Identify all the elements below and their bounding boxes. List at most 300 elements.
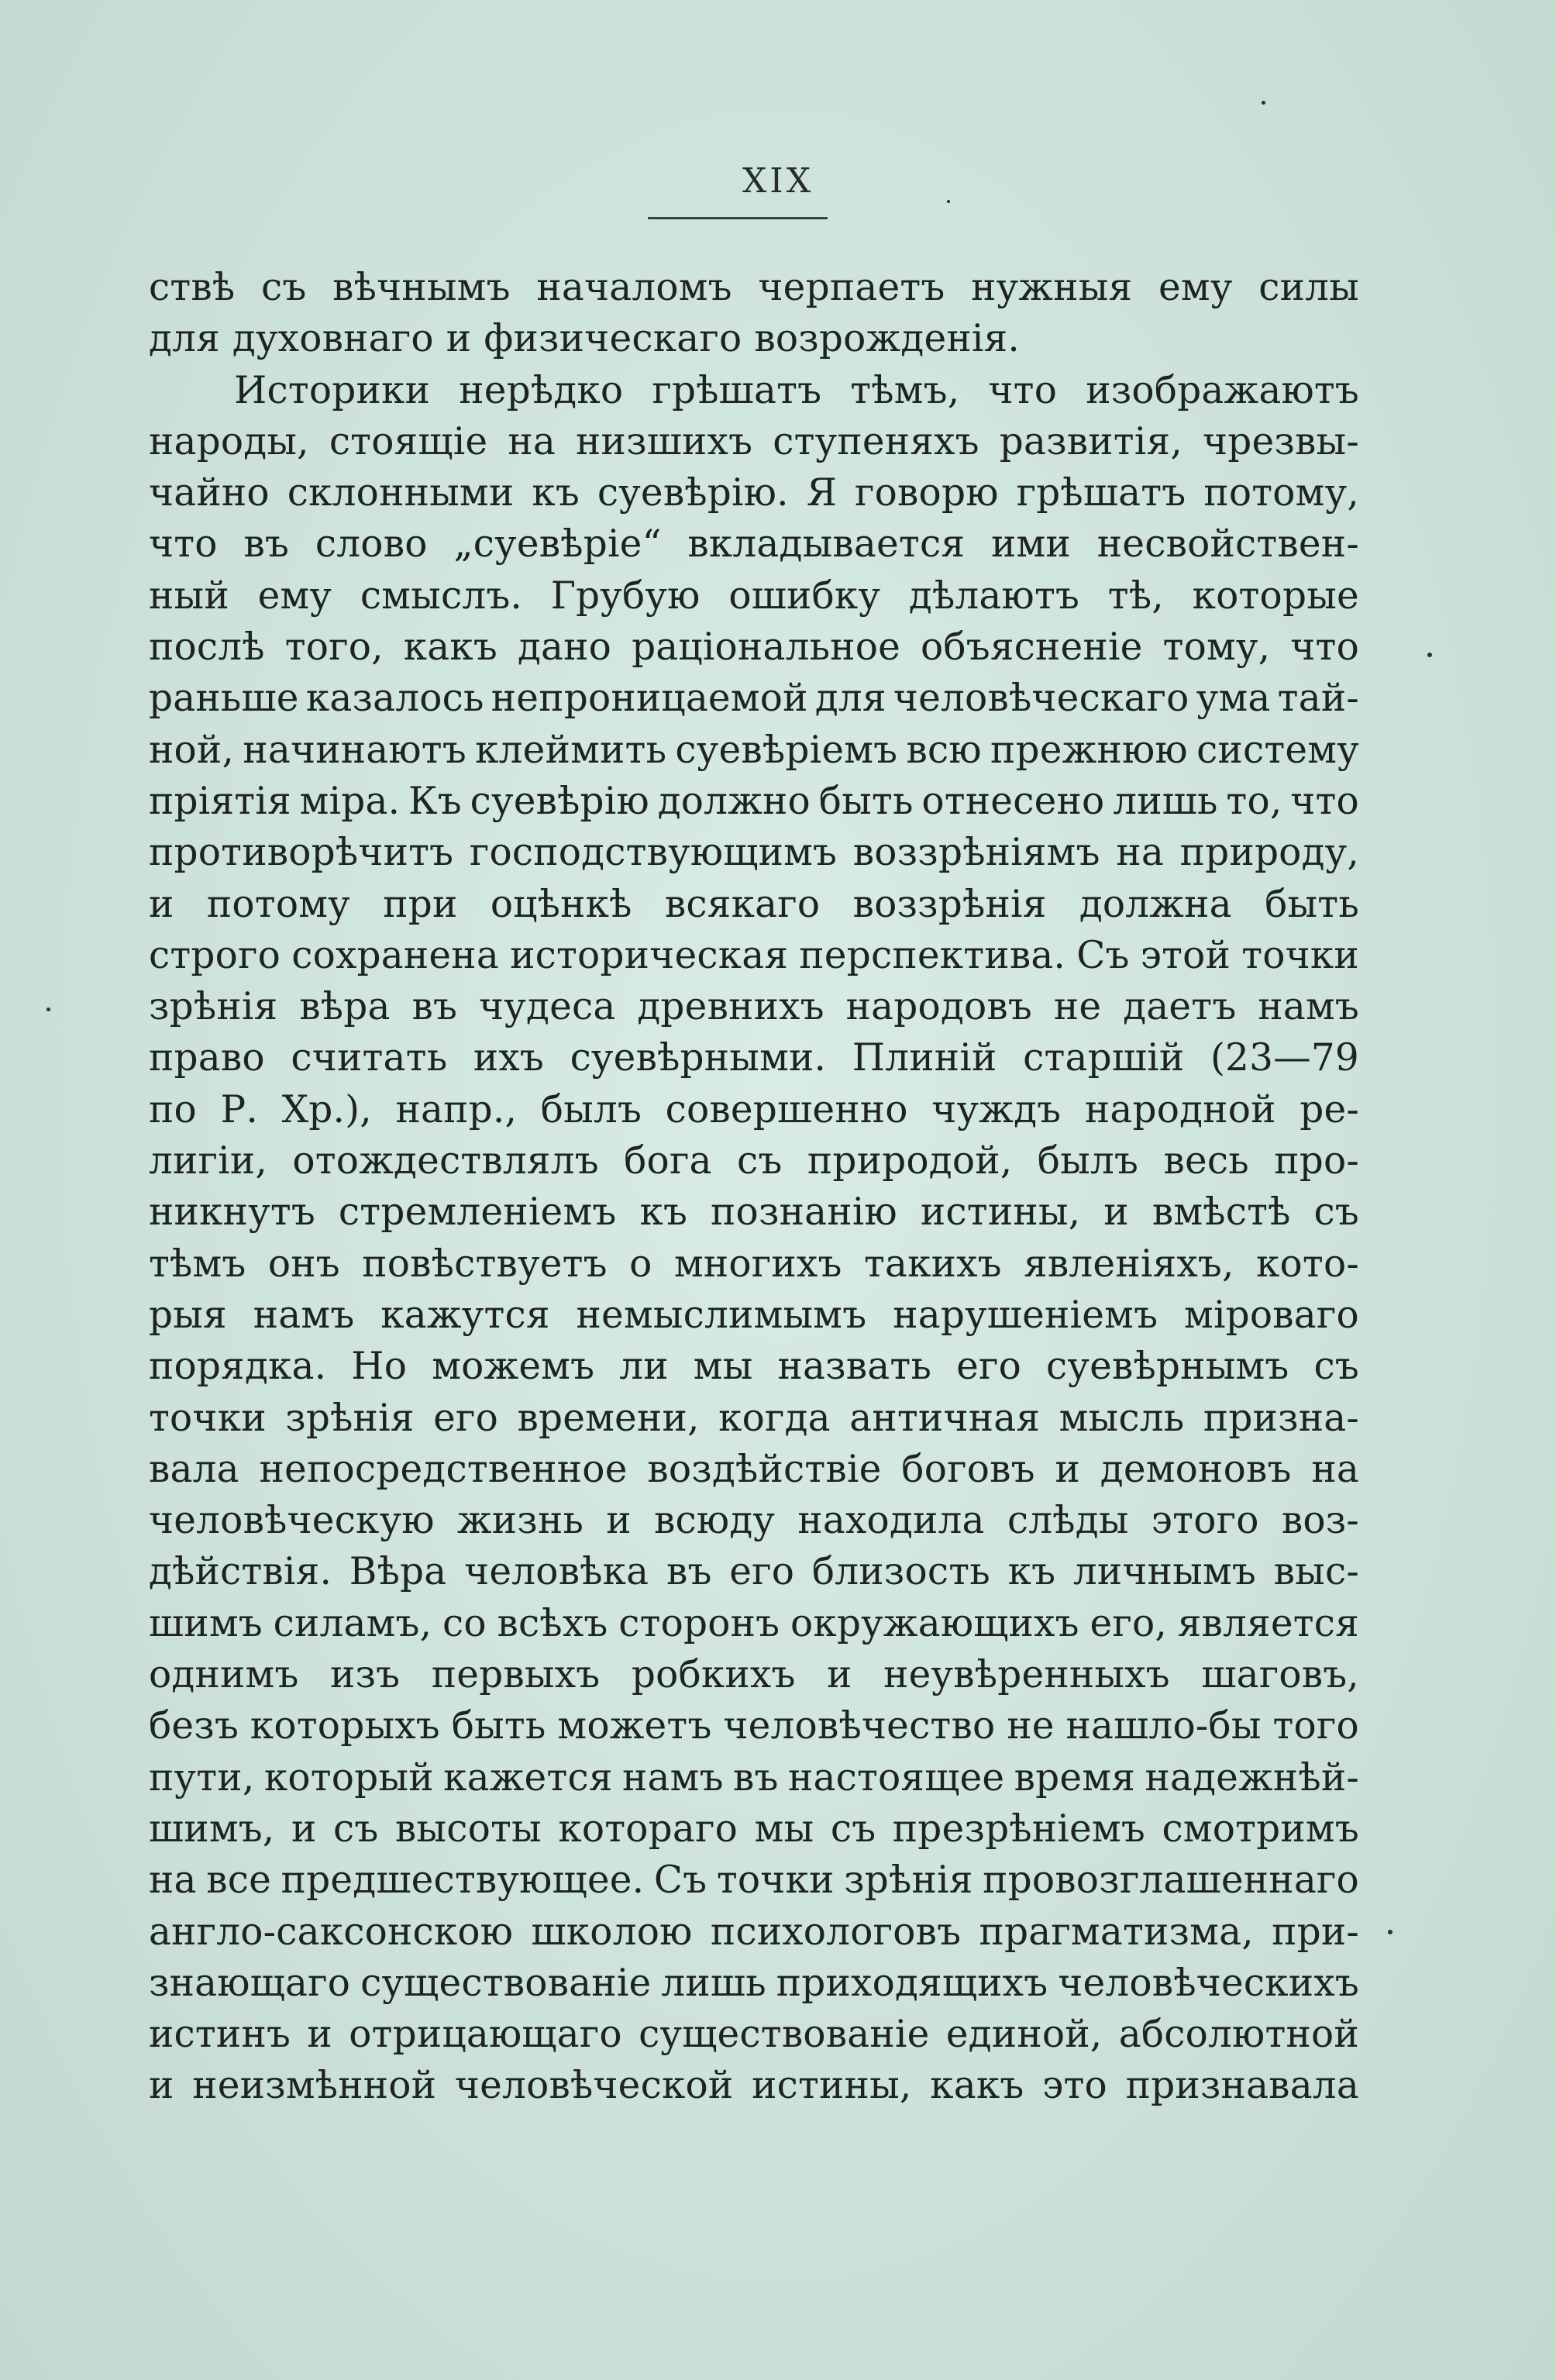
word: слѣды: [1007, 1499, 1129, 1543]
word: намъ: [622, 1755, 724, 1800]
word: личнымъ: [1072, 1550, 1256, 1594]
text-line: [149, 570, 1359, 622]
word: Къ: [408, 779, 462, 823]
word: психологовъ: [710, 1910, 962, 1954]
word: школою: [531, 1910, 693, 1954]
paper-speck: [1262, 101, 1265, 105]
word: отрицающаго: [349, 2013, 622, 2057]
word: въ: [411, 985, 458, 1029]
word: ихъ: [473, 1036, 544, 1080]
word: лишь: [1113, 779, 1218, 823]
text-line: [149, 2060, 1359, 2111]
word: склонными: [287, 471, 515, 515]
word: неувѣренныхъ: [883, 1653, 1170, 1697]
word: грѣшатъ: [652, 368, 822, 412]
word: объясненіе: [921, 625, 1143, 670]
word: со: [442, 1601, 487, 1645]
word: существованіе: [639, 2013, 930, 2057]
word: такихъ: [863, 1242, 1002, 1286]
text-line: [149, 467, 1359, 518]
word: на: [508, 419, 556, 463]
text-line: [149, 622, 1359, 673]
word: сторонъ: [618, 1601, 780, 1645]
word: что: [988, 368, 1058, 412]
word: демоновъ: [1100, 1447, 1292, 1491]
text-line: [149, 1393, 1359, 1444]
word: повѣствуетъ: [362, 1242, 608, 1286]
word: Р.: [220, 1087, 258, 1131]
word: слово: [315, 522, 428, 567]
word: неизмѣнной: [192, 2064, 437, 2108]
word: зрѣнія: [844, 1858, 973, 1903]
word: по: [149, 1087, 197, 1131]
word: истины,: [752, 2064, 912, 2108]
word: мы: [754, 1807, 814, 1851]
word: котораго: [558, 1807, 738, 1851]
word: боговъ: [901, 1447, 1035, 1491]
word: зрѣнія: [285, 1396, 415, 1440]
text-line: [149, 1598, 1359, 1649]
word: того: [1272, 1704, 1359, 1748]
text-line: [149, 827, 1359, 878]
word: ступеняхъ: [773, 419, 979, 463]
word: потому: [206, 882, 350, 926]
word: быть: [451, 1704, 546, 1748]
word: ума: [1196, 677, 1271, 721]
word: существованіе: [360, 1961, 652, 2005]
word: онъ: [267, 1242, 340, 1286]
text-line: [149, 981, 1359, 1032]
word: народы,: [149, 419, 309, 463]
word: лишь: [661, 1961, 766, 2005]
word: суевѣрію: [470, 779, 649, 823]
word: физическаго: [484, 317, 742, 361]
word: чайно: [149, 471, 270, 515]
word: надежнѣй-: [1145, 1755, 1359, 1800]
page-number-rule: [648, 217, 828, 219]
word: при: [383, 882, 458, 926]
word: что: [1290, 625, 1359, 670]
word: того,: [284, 625, 384, 670]
word: возрожденія.: [754, 317, 1020, 361]
word: жизнь: [456, 1499, 584, 1543]
word: ре-: [1300, 1087, 1359, 1131]
word: ему: [257, 573, 332, 618]
word: призна-: [1203, 1396, 1359, 1440]
word: которые: [1192, 573, 1359, 618]
word: на: [1311, 1447, 1359, 1491]
word: человѣческую: [149, 1499, 435, 1543]
word: зрѣнія: [149, 985, 278, 1029]
word: ему: [1158, 266, 1233, 309]
word: приходящихъ: [776, 1961, 1048, 2005]
word: суевѣрію.: [597, 471, 789, 515]
text-line: [149, 673, 1359, 724]
word: древнихъ: [637, 985, 824, 1029]
word: лигіи,: [149, 1139, 267, 1183]
word: является: [1177, 1601, 1359, 1645]
word: выс-: [1273, 1550, 1359, 1594]
word: народной: [1084, 1087, 1276, 1131]
word: единой,: [945, 2013, 1103, 2057]
word: „суевѣріе“: [453, 522, 662, 567]
word: вала: [149, 1447, 239, 1491]
word: должна: [1079, 882, 1232, 926]
word: сохранена: [291, 933, 499, 977]
word: и: [1103, 1190, 1129, 1235]
word: человѣческаго: [893, 677, 1189, 721]
word: былъ: [1037, 1139, 1139, 1183]
word: находила: [797, 1499, 985, 1543]
word: низшихъ: [576, 419, 753, 463]
word: этого: [1151, 1499, 1259, 1543]
word: бога: [624, 1139, 712, 1183]
word: съ: [261, 266, 307, 309]
word: презрѣніемъ: [892, 1807, 1145, 1851]
word: никнутъ: [149, 1190, 315, 1235]
word: немыслимымъ: [576, 1293, 867, 1337]
text-line: [149, 1700, 1359, 1751]
word: ный: [149, 573, 229, 618]
word: считать: [291, 1036, 448, 1080]
word: воззрѣніямъ: [852, 831, 1100, 875]
word: вкладывается: [687, 522, 966, 567]
word: человѣчество: [723, 1704, 996, 1748]
word: тому,: [1162, 625, 1271, 670]
word: точки: [149, 1396, 267, 1440]
word: явленіяхъ,: [1024, 1242, 1234, 1286]
word: міроваго: [1184, 1293, 1359, 1337]
text-line: [149, 1803, 1359, 1855]
text-line: [149, 262, 1359, 313]
text-line: [149, 776, 1359, 827]
word: какъ: [403, 625, 497, 670]
word: (23—79: [1210, 1036, 1359, 1080]
word: нарушеніемъ: [893, 1293, 1158, 1337]
word: вѣчнымъ: [332, 266, 511, 309]
word: при-: [1272, 1910, 1359, 1954]
word: то,: [1226, 779, 1282, 823]
word: изъ: [330, 1653, 401, 1697]
word: непроницаемой: [491, 677, 808, 721]
word: Историки: [234, 368, 431, 412]
word: англо-саксонскою: [149, 1910, 514, 1954]
word: его,: [1090, 1601, 1167, 1645]
word: все: [206, 1858, 272, 1903]
word: Съ: [653, 1858, 707, 1903]
word: и: [446, 317, 472, 361]
word: человѣческихъ: [1058, 1961, 1359, 2005]
paper-speck: [1388, 1930, 1392, 1934]
word: міра.: [299, 779, 401, 823]
word: и: [827, 1653, 852, 1697]
word: о: [629, 1242, 652, 1286]
text-line: [149, 518, 1359, 570]
word: что: [149, 522, 218, 567]
word: совершенно: [665, 1087, 908, 1131]
word: чуждъ: [931, 1087, 1062, 1131]
word: Хр.),: [281, 1087, 372, 1131]
word: близость: [811, 1550, 990, 1594]
word: къ: [1007, 1550, 1056, 1594]
word: когда: [718, 1396, 831, 1440]
word: народовъ: [845, 985, 1032, 1029]
word: мы: [693, 1345, 753, 1389]
word: знающаго: [149, 1961, 351, 2005]
text-line: [149, 1649, 1359, 1700]
word: суевѣріемъ: [675, 728, 898, 772]
word: природу,: [1179, 831, 1359, 875]
word: окружающихъ: [790, 1601, 1079, 1645]
word: къ: [639, 1190, 688, 1235]
word: рыя: [149, 1293, 227, 1337]
word: силамъ,: [273, 1601, 432, 1645]
word: нерѣдко: [459, 368, 624, 412]
text-line: [149, 1135, 1359, 1187]
text-line: [149, 1752, 1359, 1803]
word: стремленіемъ: [338, 1190, 617, 1235]
body-text: [149, 262, 1359, 2112]
word: первыхъ: [431, 1653, 601, 1697]
word: нужныя: [971, 266, 1133, 309]
word: говорю: [855, 471, 999, 515]
word: мысль: [1059, 1396, 1185, 1440]
word: этой: [1140, 933, 1231, 977]
word: черпаетъ: [758, 266, 945, 309]
word: и: [291, 1807, 317, 1851]
text-line: [149, 1032, 1359, 1083]
word: на: [1116, 831, 1164, 875]
word: пути,: [149, 1755, 255, 1800]
word: и: [149, 2064, 174, 2108]
word: кажутся: [380, 1293, 550, 1337]
word: не: [1053, 985, 1102, 1029]
word: изображаютъ: [1086, 368, 1359, 412]
word: Съ: [1076, 933, 1130, 977]
word: абсолютной: [1118, 2013, 1359, 2057]
word: прежнюю: [990, 728, 1188, 772]
word: нашло-бы: [1065, 1704, 1262, 1748]
word: его: [729, 1550, 795, 1594]
word: смыслъ.: [360, 573, 523, 618]
word: природой,: [807, 1139, 1013, 1183]
word: весь: [1163, 1139, 1249, 1183]
word: раціональное: [632, 625, 901, 670]
text-line: [149, 313, 1359, 364]
word: точки: [1241, 933, 1359, 977]
word: начинаютъ: [243, 728, 466, 772]
text-line: [149, 1958, 1359, 2009]
word: съ: [830, 1807, 876, 1851]
word: Плиній: [852, 1036, 997, 1080]
word: быть: [818, 779, 914, 823]
word: господствующимъ: [469, 831, 838, 875]
word: настоящее: [787, 1755, 1005, 1800]
word: можемъ: [432, 1345, 595, 1389]
text-line: [149, 1238, 1359, 1290]
word: всякаго: [664, 882, 821, 926]
word: право: [149, 1036, 265, 1080]
word: человѣческой: [454, 2064, 734, 2108]
word: и: [1055, 1447, 1080, 1491]
word: точки: [716, 1858, 835, 1903]
word: былъ: [540, 1087, 642, 1131]
word: для: [149, 317, 220, 361]
text-line: [149, 1187, 1359, 1238]
word: смотримъ: [1162, 1807, 1359, 1851]
word: должно: [657, 779, 811, 823]
word: однимъ: [149, 1653, 299, 1697]
word: началомъ: [536, 266, 732, 309]
word: вмѣстѣ: [1152, 1190, 1291, 1235]
word: Вѣра: [349, 1550, 447, 1594]
text-line: [149, 1906, 1359, 1958]
word: Грубую: [550, 573, 701, 618]
paper-speck: [46, 1007, 50, 1011]
word: тай-: [1277, 677, 1359, 721]
word: время: [1014, 1755, 1136, 1800]
paper-speck: [947, 200, 950, 203]
word: къ: [532, 471, 580, 515]
word: это: [1042, 2064, 1107, 2108]
word: про-: [1274, 1139, 1359, 1183]
text-line: [149, 1341, 1359, 1392]
word: раньше: [149, 677, 299, 721]
word: истинъ: [149, 2013, 291, 2057]
word: который: [263, 1755, 434, 1800]
word: воздѣйствіе: [647, 1447, 882, 1491]
word: дѣйствія.: [149, 1550, 332, 1594]
text-line: [149, 1546, 1359, 1597]
word: съ: [1313, 1190, 1359, 1235]
word: напр.,: [395, 1087, 518, 1131]
word: всю: [906, 728, 982, 772]
text-line: [149, 365, 1359, 416]
word: человѣка: [464, 1550, 649, 1594]
word: противорѣчитъ: [149, 831, 454, 875]
word: чрезвы-: [1202, 419, 1359, 463]
word: грѣшатъ: [1016, 471, 1186, 515]
word: непосредственное: [259, 1447, 628, 1491]
word: тѣмъ,: [850, 368, 960, 412]
word: въ: [666, 1550, 712, 1594]
word: съ: [332, 1807, 379, 1851]
word: оцѣнкѣ: [490, 882, 632, 926]
word: для: [814, 677, 886, 721]
word: духовнаго: [232, 317, 434, 361]
word: клеймить: [475, 728, 667, 772]
word: истины,: [920, 1190, 1081, 1235]
word: въ: [243, 522, 290, 567]
word: ли: [619, 1345, 669, 1389]
paper-speck: [1427, 653, 1432, 657]
word: кото-: [1256, 1242, 1359, 1286]
word: высоты: [394, 1807, 542, 1851]
word: не: [1007, 1704, 1055, 1748]
word: безъ: [149, 1704, 239, 1748]
word: его: [956, 1345, 1021, 1389]
word: можетъ: [557, 1704, 712, 1748]
word: какъ: [930, 2064, 1024, 2108]
word: шимъ,: [149, 1807, 275, 1851]
word: ошибку: [728, 573, 881, 618]
word: отождествлялъ: [292, 1139, 599, 1183]
word: перспектива.: [799, 933, 1066, 977]
word: шимъ: [149, 1601, 263, 1645]
text-line: [149, 930, 1359, 981]
word: которыхъ: [250, 1704, 440, 1748]
word: ной,: [149, 728, 235, 772]
text-line: [149, 416, 1359, 467]
word: познанію: [711, 1190, 897, 1235]
word: тѣмъ: [149, 1242, 246, 1286]
word: времени,: [517, 1396, 700, 1440]
word: его: [433, 1396, 498, 1440]
word: несвойствен-: [1096, 522, 1359, 567]
word: намъ: [253, 1293, 355, 1337]
word: старшій: [1023, 1036, 1185, 1080]
word: казалось: [305, 677, 484, 721]
word: назвать: [777, 1345, 932, 1389]
word: систему: [1196, 728, 1359, 772]
word: на: [149, 1858, 197, 1903]
word: историческая: [510, 933, 789, 977]
text-line: [149, 1084, 1359, 1135]
word: въ: [733, 1755, 779, 1800]
word: даетъ: [1123, 985, 1237, 1029]
word: многихъ: [673, 1242, 842, 1286]
word: развитія,: [999, 419, 1182, 463]
word: порядка.: [149, 1345, 327, 1389]
word: отнесено: [921, 779, 1105, 823]
word: и: [606, 1499, 632, 1543]
word: провозглашеннаго: [983, 1858, 1359, 1903]
word: Но: [351, 1345, 408, 1389]
text-line: [149, 1495, 1359, 1546]
word: признавала: [1125, 2064, 1359, 2108]
word: съ: [1313, 1345, 1359, 1389]
word: силы: [1258, 266, 1359, 309]
word: античная: [849, 1396, 1041, 1440]
word: тѣ,: [1107, 573, 1164, 618]
word: суевѣрнымъ: [1045, 1345, 1289, 1389]
page-number: XIX: [742, 161, 814, 201]
word: ими: [990, 522, 1071, 567]
word: быть: [1265, 882, 1359, 926]
word: прагматизма,: [979, 1910, 1254, 1954]
word: что: [1290, 779, 1359, 823]
word: послѣ: [149, 625, 265, 670]
word: Я: [806, 471, 838, 515]
word: и: [149, 882, 174, 926]
word: потому,: [1203, 471, 1359, 515]
word: намъ: [1258, 985, 1359, 1029]
word: суевѣрными.: [570, 1036, 827, 1080]
text-line: [149, 1855, 1359, 1906]
word: пріятія: [149, 779, 291, 823]
text-line: [149, 1444, 1359, 1495]
word: дано: [517, 625, 612, 670]
word: шаговъ,: [1201, 1653, 1359, 1697]
word: ствѣ: [149, 266, 236, 309]
word: кажется: [443, 1755, 613, 1800]
word: всѣхъ: [497, 1601, 608, 1645]
word: чудеса: [479, 985, 616, 1029]
word: робкихъ: [631, 1653, 796, 1697]
word: и: [307, 2013, 332, 2057]
word: дѣлаютъ: [908, 573, 1080, 618]
word: строго: [149, 933, 281, 977]
